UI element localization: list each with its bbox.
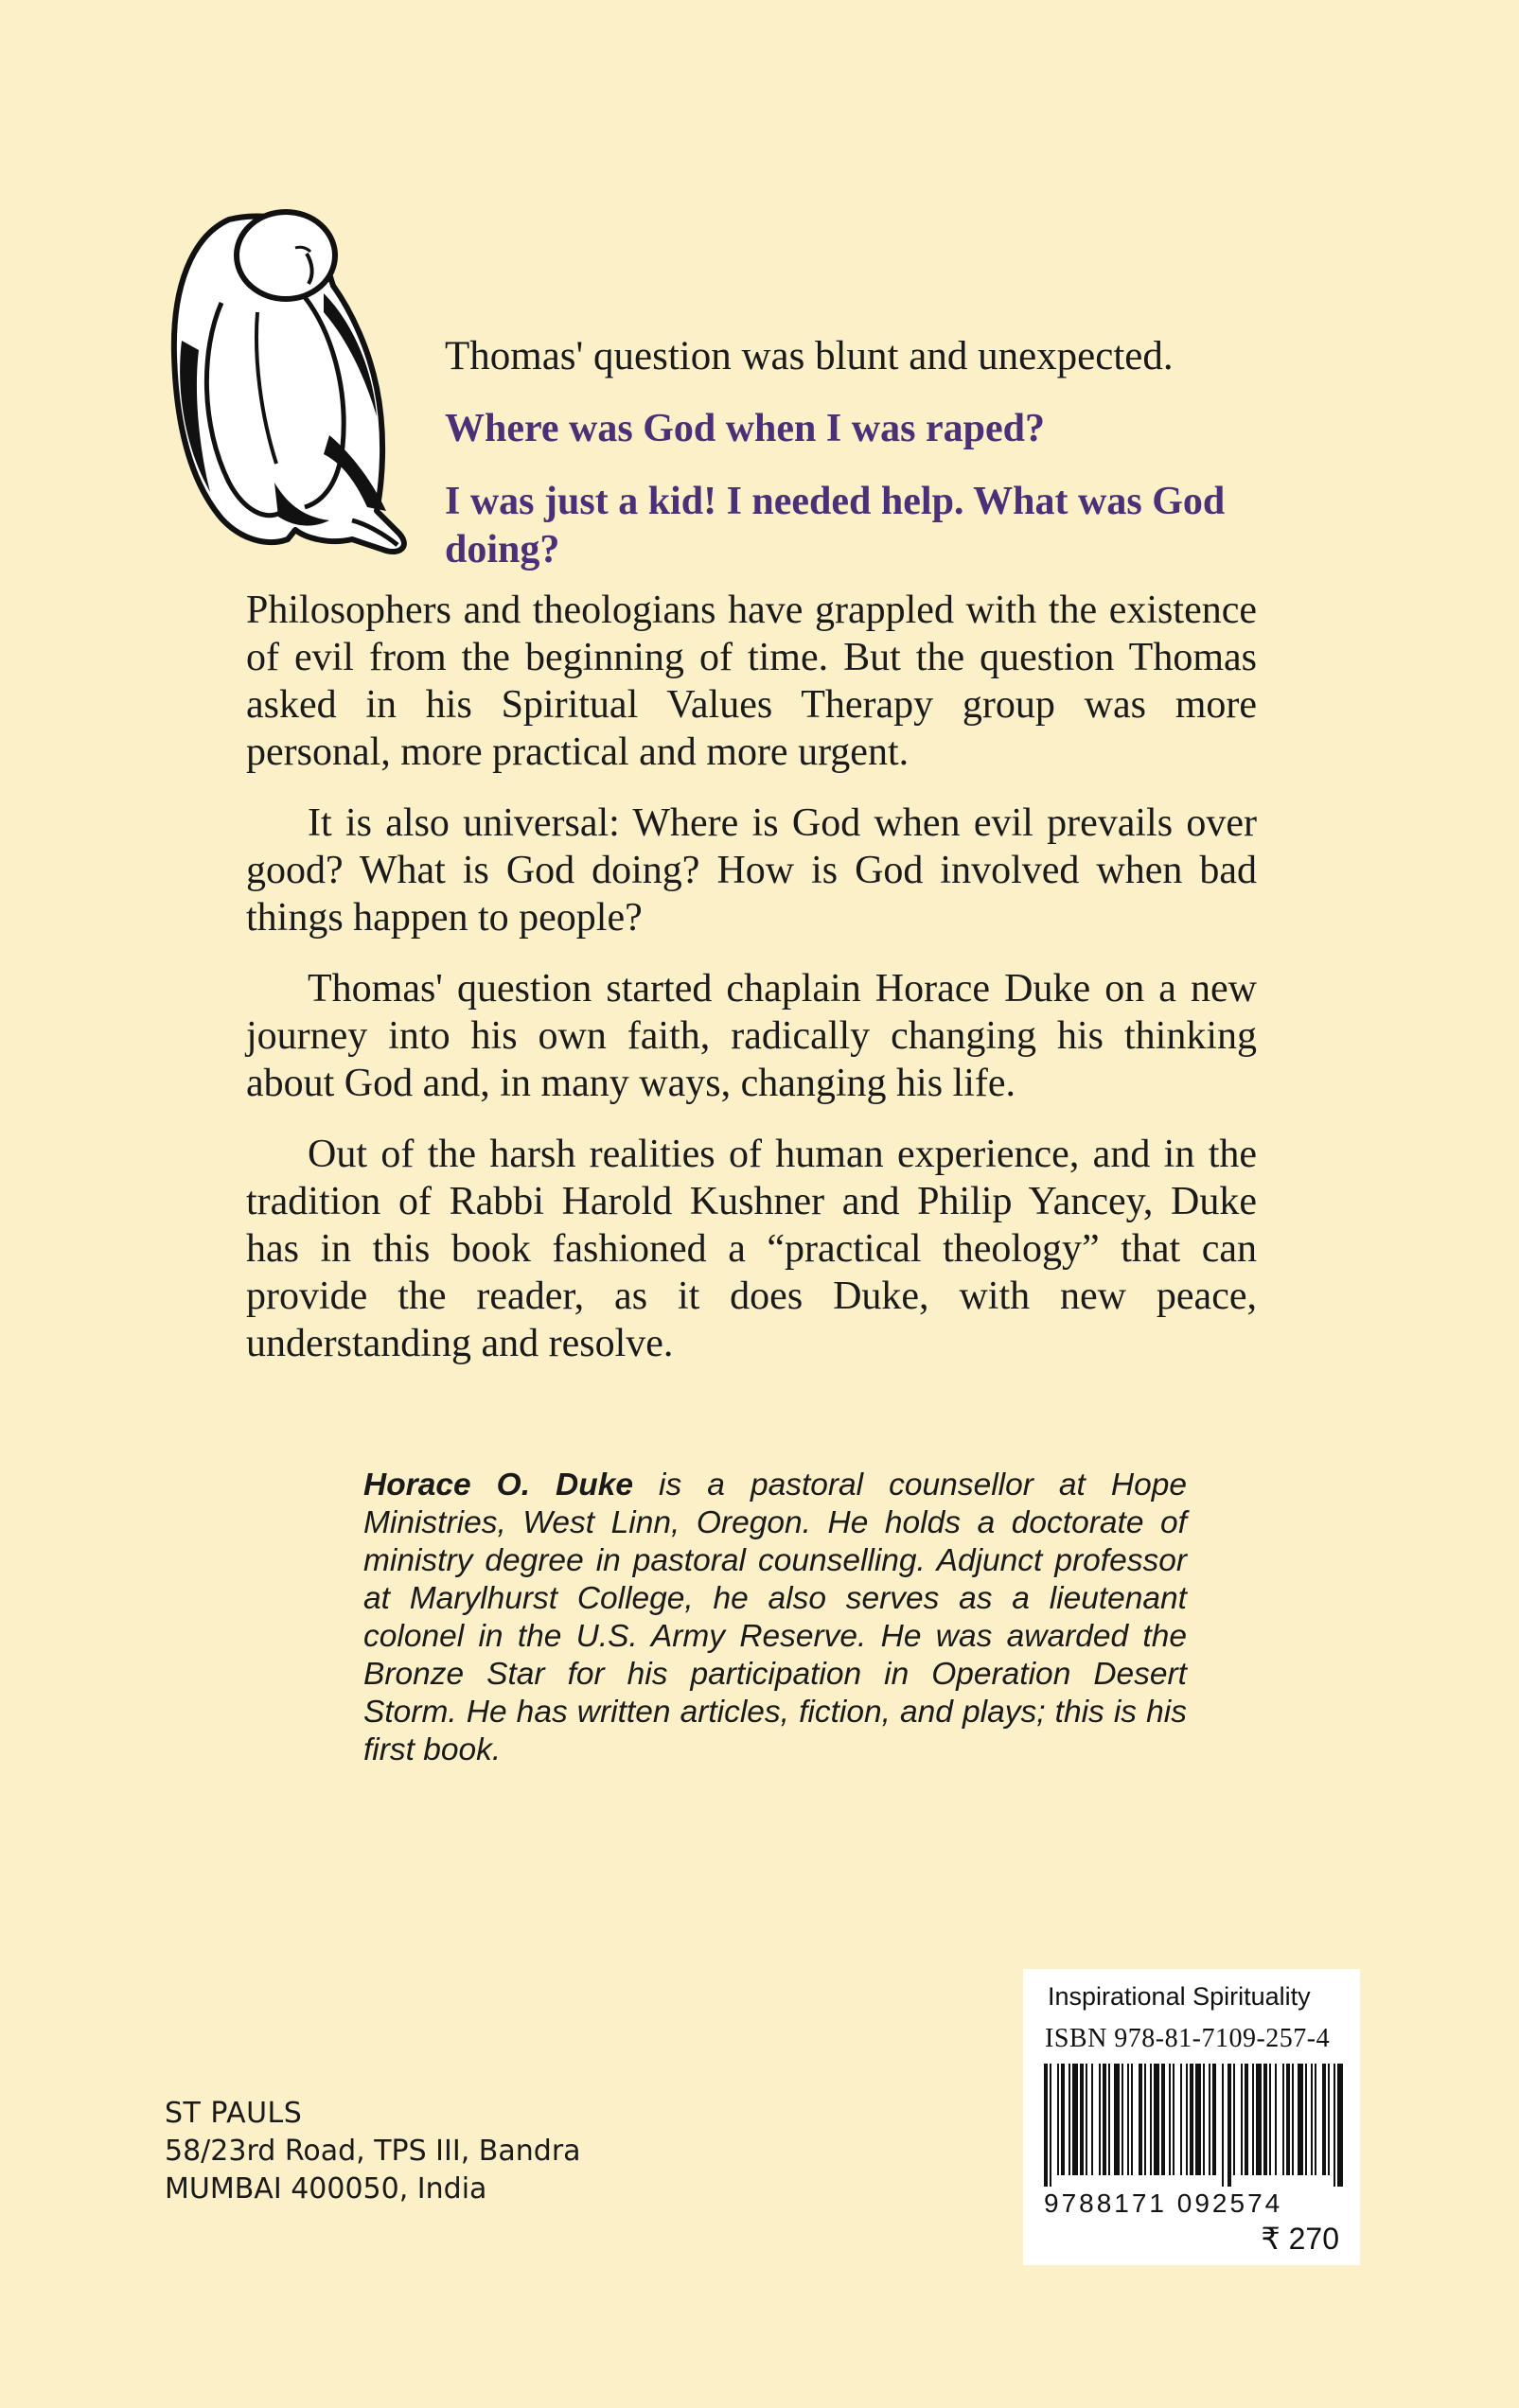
barcode-bar [1186, 2064, 1188, 2175]
genre-label: Inspirational Spirituality [1048, 1982, 1311, 2011]
price-label: ₹ 270 [1261, 2222, 1339, 2256]
hunched-figure-illustration [163, 199, 414, 563]
blurb-body [246, 587, 1257, 1391]
hook-question-1: Where was God when I was raped? [445, 407, 1045, 450]
barcode-bar [1169, 2064, 1171, 2175]
barcode-bar [1114, 2064, 1120, 2175]
barcode-bar [1275, 2064, 1277, 2175]
blurb-paragraph-1: Philosophers and theologians have grappled with the existence of evil from the beginning of time. But the question Thomas asked in his Spiritual Values Therapy group was more personal, more practical and more urgent. [246, 589, 1257, 774]
blurb-paragraph-3: Thomas' question started chaplain Horace Duke on a new journey into his own faith, radically changing his thinking about God and, in many ways, changing his life. [246, 967, 1257, 1105]
barcode-bar [1190, 2064, 1193, 2175]
barcode-bar [1311, 2064, 1313, 2175]
barcode-bar [1173, 2064, 1175, 2175]
barcode-box [1023, 1969, 1360, 2265]
barcode-bar [1222, 2064, 1224, 2187]
barcode-bar [1209, 2064, 1210, 2175]
barcode-bar [1127, 2064, 1129, 2175]
barcode-bar [1228, 2064, 1231, 2187]
barcode-bar [1334, 2064, 1335, 2187]
barcode-bar [1080, 2064, 1084, 2175]
barcode-bar [1292, 2064, 1294, 2175]
barcode-bar [1286, 2064, 1290, 2175]
barcode-bar [1322, 2064, 1326, 2175]
barcode-bar [1241, 2064, 1243, 2175]
publisher-address-line-2: MUMBAI 400050, India [165, 2172, 487, 2206]
hook-intro: Thomas' question was blunt and unexpected. [445, 334, 1174, 378]
barcode-bar [1072, 2064, 1078, 2175]
barcode-bar [1161, 2064, 1165, 2175]
barcode-bar [1269, 2064, 1271, 2175]
barcode-bar [1069, 2064, 1070, 2175]
barcode-bar [1091, 2064, 1093, 2175]
barcode-bar [1252, 2064, 1254, 2175]
barcode-bar [1203, 2064, 1205, 2175]
barcode-bar [1298, 2064, 1303, 2175]
barcode-bar [1061, 2064, 1065, 2175]
barcode-bar [1180, 2064, 1182, 2175]
barcode-bar [1057, 2064, 1059, 2175]
blurb-paragraph-4: Out of the harsh realities of human experience, and in the tradition of Rabbi Harold Kushner and Philip Yancey, Duke has in this book fashioned a “practical theology” that can provide the reader, as it does Duke, with new peace, understanding and resolve. [246, 1133, 1257, 1365]
barcode-digits: 9788171 092574 [1044, 2188, 1283, 2218]
publisher-name: ST PAULS [165, 2097, 303, 2130]
barcode-bar [1256, 2064, 1262, 2175]
barcode-bar [1108, 2064, 1110, 2175]
barcode-bar [1282, 2064, 1284, 2175]
publisher-info [165, 2095, 581, 2208]
hook-question-2: I was just a kid! I needed help. What was God doing? [445, 480, 1226, 571]
barcode-bar [1103, 2064, 1106, 2175]
barcode-icon [1044, 2064, 1343, 2187]
author-name: Horace O. Duke [363, 1468, 633, 1503]
barcode-bar [1154, 2064, 1159, 2175]
barcode-bar [1144, 2064, 1146, 2175]
publisher-address-line-1: 58/23rd Road, TPS III, Bandra [165, 2135, 581, 2168]
barcode-bar [1315, 2064, 1316, 2175]
barcode-bar [1212, 2064, 1216, 2175]
barcode-bar [1099, 2064, 1101, 2175]
barcode-bar [1245, 2064, 1248, 2175]
barcode-bar [1337, 2064, 1343, 2187]
blurb-paragraph-2: It is also universal: Where is God when evil prevails over good? What is God doing? How is God involved when bad things happen to people? [246, 801, 1257, 940]
barcode-bar [1263, 2064, 1267, 2175]
barcode-bar [1050, 2064, 1051, 2187]
author-bio-text: is a pastoral counsellor at Hope Ministries, West Linn, Oregon. He holds a doctorate of ministry degree in pastoral counselling. Adjunct professor at Marylhurst College, he also serves as a lieutenant colonel in the U.S. Army Reserve. He was awarded the Bronze Star for his participation in Operation Desert Storm. He has written articles, fiction, and plays; this is his first book. [363, 1468, 1187, 1767]
author-bio [363, 1467, 1187, 1769]
barcode-bar [1305, 2064, 1307, 2175]
barcode-bar [1328, 2064, 1330, 2175]
barcode-bar [1195, 2064, 1201, 2175]
barcode-bar [1086, 2064, 1087, 2175]
barcode-bar [1150, 2064, 1152, 2175]
hook-block [445, 333, 1268, 599]
barcode-bar [1139, 2064, 1142, 2175]
barcode-bar [1122, 2064, 1123, 2175]
barcode-bar [1044, 2064, 1048, 2187]
barcode-bar [1131, 2064, 1133, 2175]
barcode-bar [1233, 2064, 1235, 2175]
isbn-label: ISBN 978-81-7109-257-4 [1045, 2024, 1331, 2053]
